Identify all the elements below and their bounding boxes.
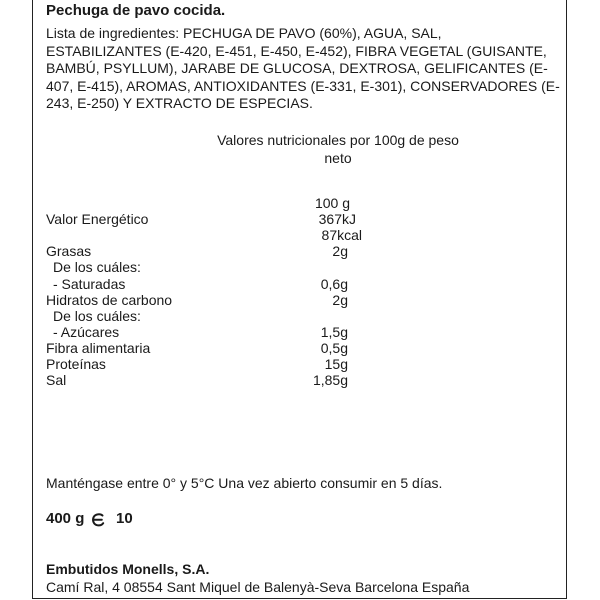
estimated-sign-icon [91, 512, 105, 528]
company-address: Camí Ral, 4 08554 Sant Miquel de Balenyà-Seva Barcelona España [46, 579, 470, 595]
protein-value: 15g [324, 356, 348, 372]
nutrition-column-header: 100 g [314, 195, 350, 211]
energy-kj-value: 367kJ [318, 211, 356, 227]
carbs-value: 2g [332, 292, 348, 308]
fat-sub-label: De los cuáles: [53, 259, 141, 275]
saturated-value: 0,6g [320, 276, 348, 292]
fat-value: 2g [332, 243, 348, 259]
protein-label: Proteínas [46, 356, 106, 372]
energy-label: Valor Energético [46, 211, 149, 227]
sugars-label: - Azúcares [53, 324, 120, 340]
ingredients-list: Lista de ingredientes: PECHUGA DE PAVO (60%), AGUA, SAL, ESTABILIZANTES (E-420, E-451, E-450, E-452), FIBRA VEGETAL (GUISANTE, BAMBÚ, PSYLLUM), JARABE DE GLUCOSA, DEXTROSA, GELIFICANTES (E-407, E-415), AROMAS, ANTIOXIDANTES (E-331, E-301), CONSERVADORES (E-243, E-250) Y EXTRACTO DE ESPECIAS. [46, 25, 560, 112]
carbs-sub-label: De los cuáles: [53, 308, 141, 324]
carbs-label: Hidratos de carbono [46, 292, 173, 308]
fiber-label: Fibra alimentaria [46, 340, 151, 356]
energy-kcal-value: 87kcal [321, 227, 362, 243]
storage-instructions: Manténgase entre 0° y 5°C Una vez abierto consumir en 5 días. [46, 475, 443, 491]
fiber-value: 0,5g [320, 340, 348, 356]
salt-label: Sal [46, 372, 67, 388]
lot-number: 10 [116, 510, 133, 527]
saturated-label: - Saturadas [53, 276, 126, 292]
net-weight: 400 g [46, 510, 85, 527]
product-name: Pechuga de pavo cocida. [46, 2, 226, 19]
sugars-value: 1,5g [320, 324, 348, 340]
salt-value: 1,85g [312, 372, 348, 388]
fat-label: Grasas [46, 243, 92, 259]
company-name: Embutidos Monells, S.A. [46, 561, 210, 577]
nutrition-header: Valores nutricionales por 100g de peso neto [217, 132, 459, 166]
